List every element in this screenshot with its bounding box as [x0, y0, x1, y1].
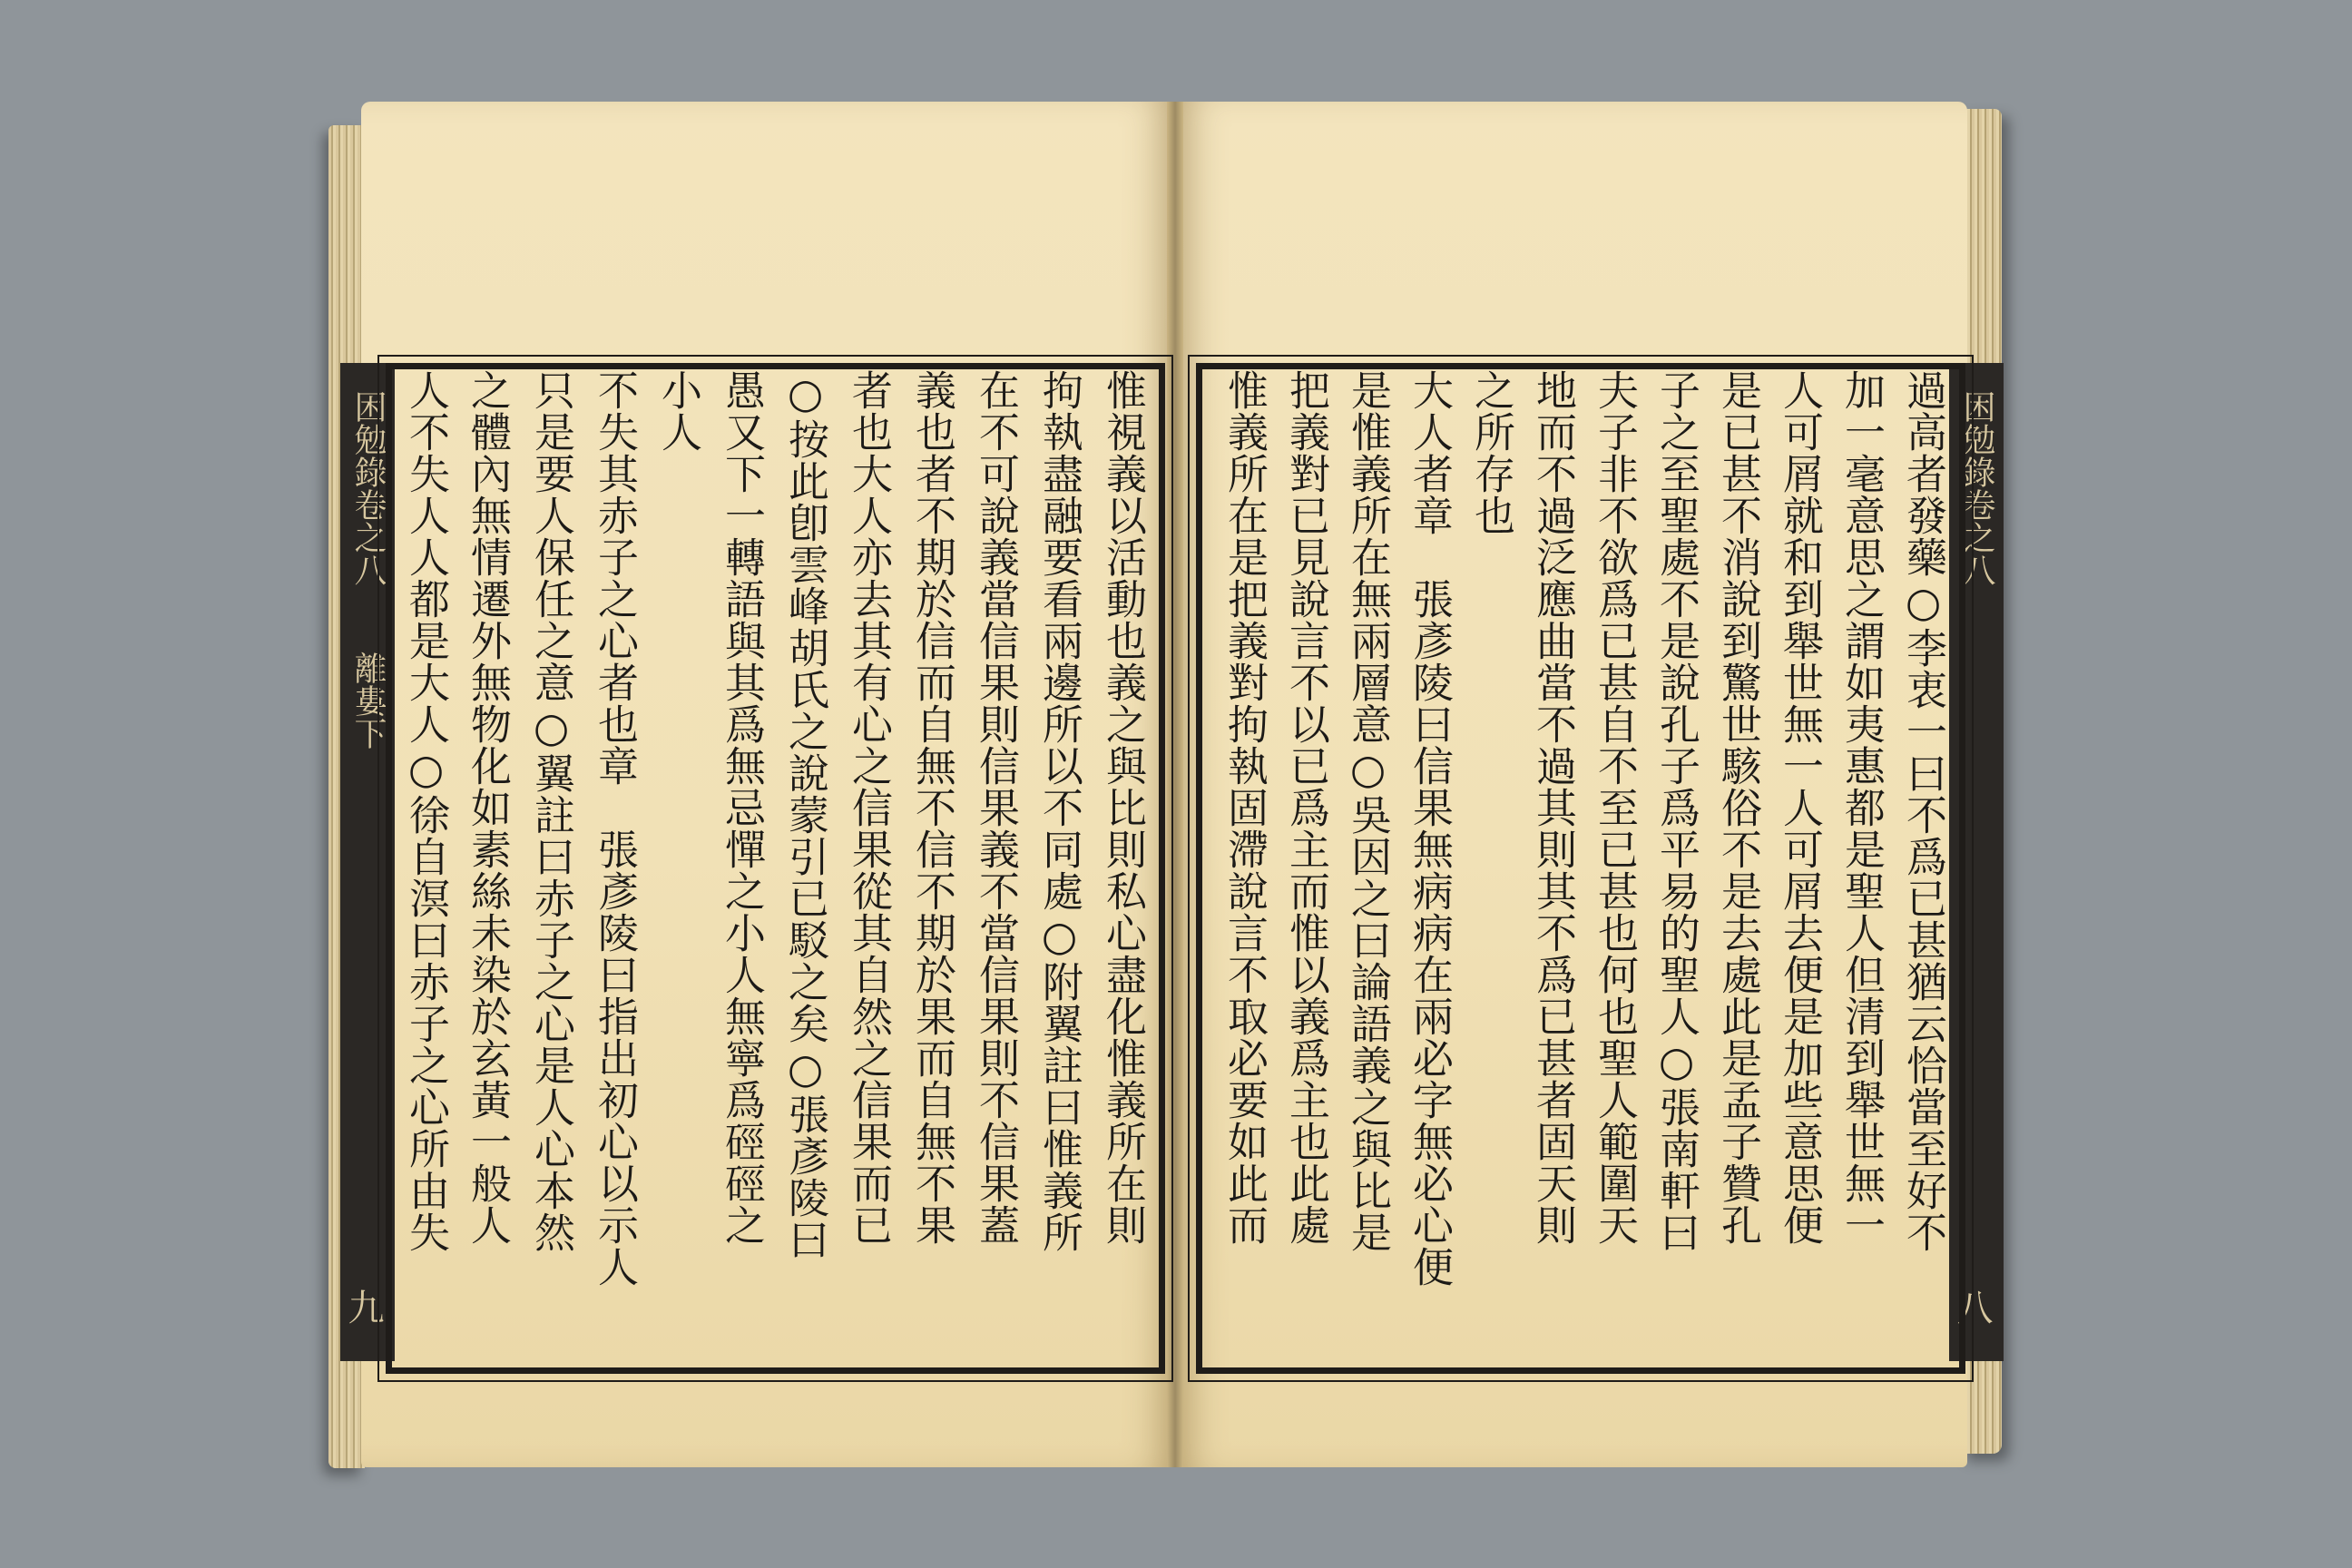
text-column: ○按此卽雲峰胡氏之說蒙引已駁之矣○張彥陵曰	[781, 369, 829, 1260]
text-column: 人不失人人都是大人○徐自溟曰赤子之心所由失	[402, 369, 450, 1253]
left-page-number: 九	[342, 1289, 384, 1325]
left-text-frame	[386, 363, 1165, 1374]
text-column: 人可屑就和到舉世無一人可屑去便是加些意思便	[1776, 369, 1824, 1246]
text-column: 地而不過泛應曲當不過其則其不爲已甚者固天則	[1529, 369, 1577, 1246]
text-column: 大人者章 張彥陵曰信果無病病在兩必字無必心便	[1406, 369, 1454, 1288]
text-column: 夫子非不欲爲已甚自不至已甚也何也聖人範圍天	[1591, 369, 1639, 1246]
text-column: 愚又下一轉語與其爲無忌憚之小人無寧爲硜硜之	[718, 369, 766, 1246]
text-column: 過高者發藥○李衷一曰不爲已甚猶云恰當至好不	[1899, 369, 1947, 1253]
text-column: 是已甚不消說到驚世駭俗不是去處此是孟子贊孔	[1714, 369, 1762, 1246]
text-column: 拘執盡融要看兩邊所以不同處○附翼註曰惟義所	[1035, 369, 1083, 1253]
text-column: 子之至聖處不是說孔子爲平易的聖人○張南軒曰	[1652, 369, 1700, 1253]
text-column: 義也者不期於信而自無不信不期於果而自無不果	[908, 369, 956, 1246]
text-column: 小人	[654, 369, 702, 453]
text-column: 之所存也	[1467, 369, 1515, 536]
right-fold-title: 困勉錄卷之八	[1958, 390, 1995, 586]
right-text-frame	[1196, 363, 1965, 1374]
text-column: 之體內無情遷外無物化如素絲未染於玄黃一般人	[464, 369, 512, 1246]
left-fold-title: 困勉錄卷之八 離婁下	[349, 390, 387, 750]
text-column: 惟視義以活動也義之與比則私心盡化惟義所在則	[1099, 369, 1147, 1246]
book-gutter	[1167, 102, 1183, 1467]
text-column: 是惟義所在無兩層意○吳因之曰論語義之與比是	[1344, 369, 1392, 1253]
text-column: 加一毫意思之謂如夷惠都是聖人但清到舉世無一	[1838, 369, 1886, 1246]
text-column: 惟義所在是把義對拘執固滯說言不取必要如此而	[1220, 369, 1269, 1246]
text-column: 不失其赤子之心者也章 張彥陵曰指出初心以示人	[591, 369, 639, 1288]
right-page-number: 八	[1951, 1289, 1993, 1325]
text-column: 把義對已見說言不以已爲主而惟以義爲主也此處	[1282, 369, 1330, 1246]
text-column: 只是要人保任之意○翼註曰赤子之心是人心本然	[527, 369, 575, 1253]
text-column: 在不可說義當信果則信果義不當信果則不信果蓋	[972, 369, 1020, 1246]
text-column: 者也大人亦去其有心之信果從其自然之信果而已	[845, 369, 893, 1246]
